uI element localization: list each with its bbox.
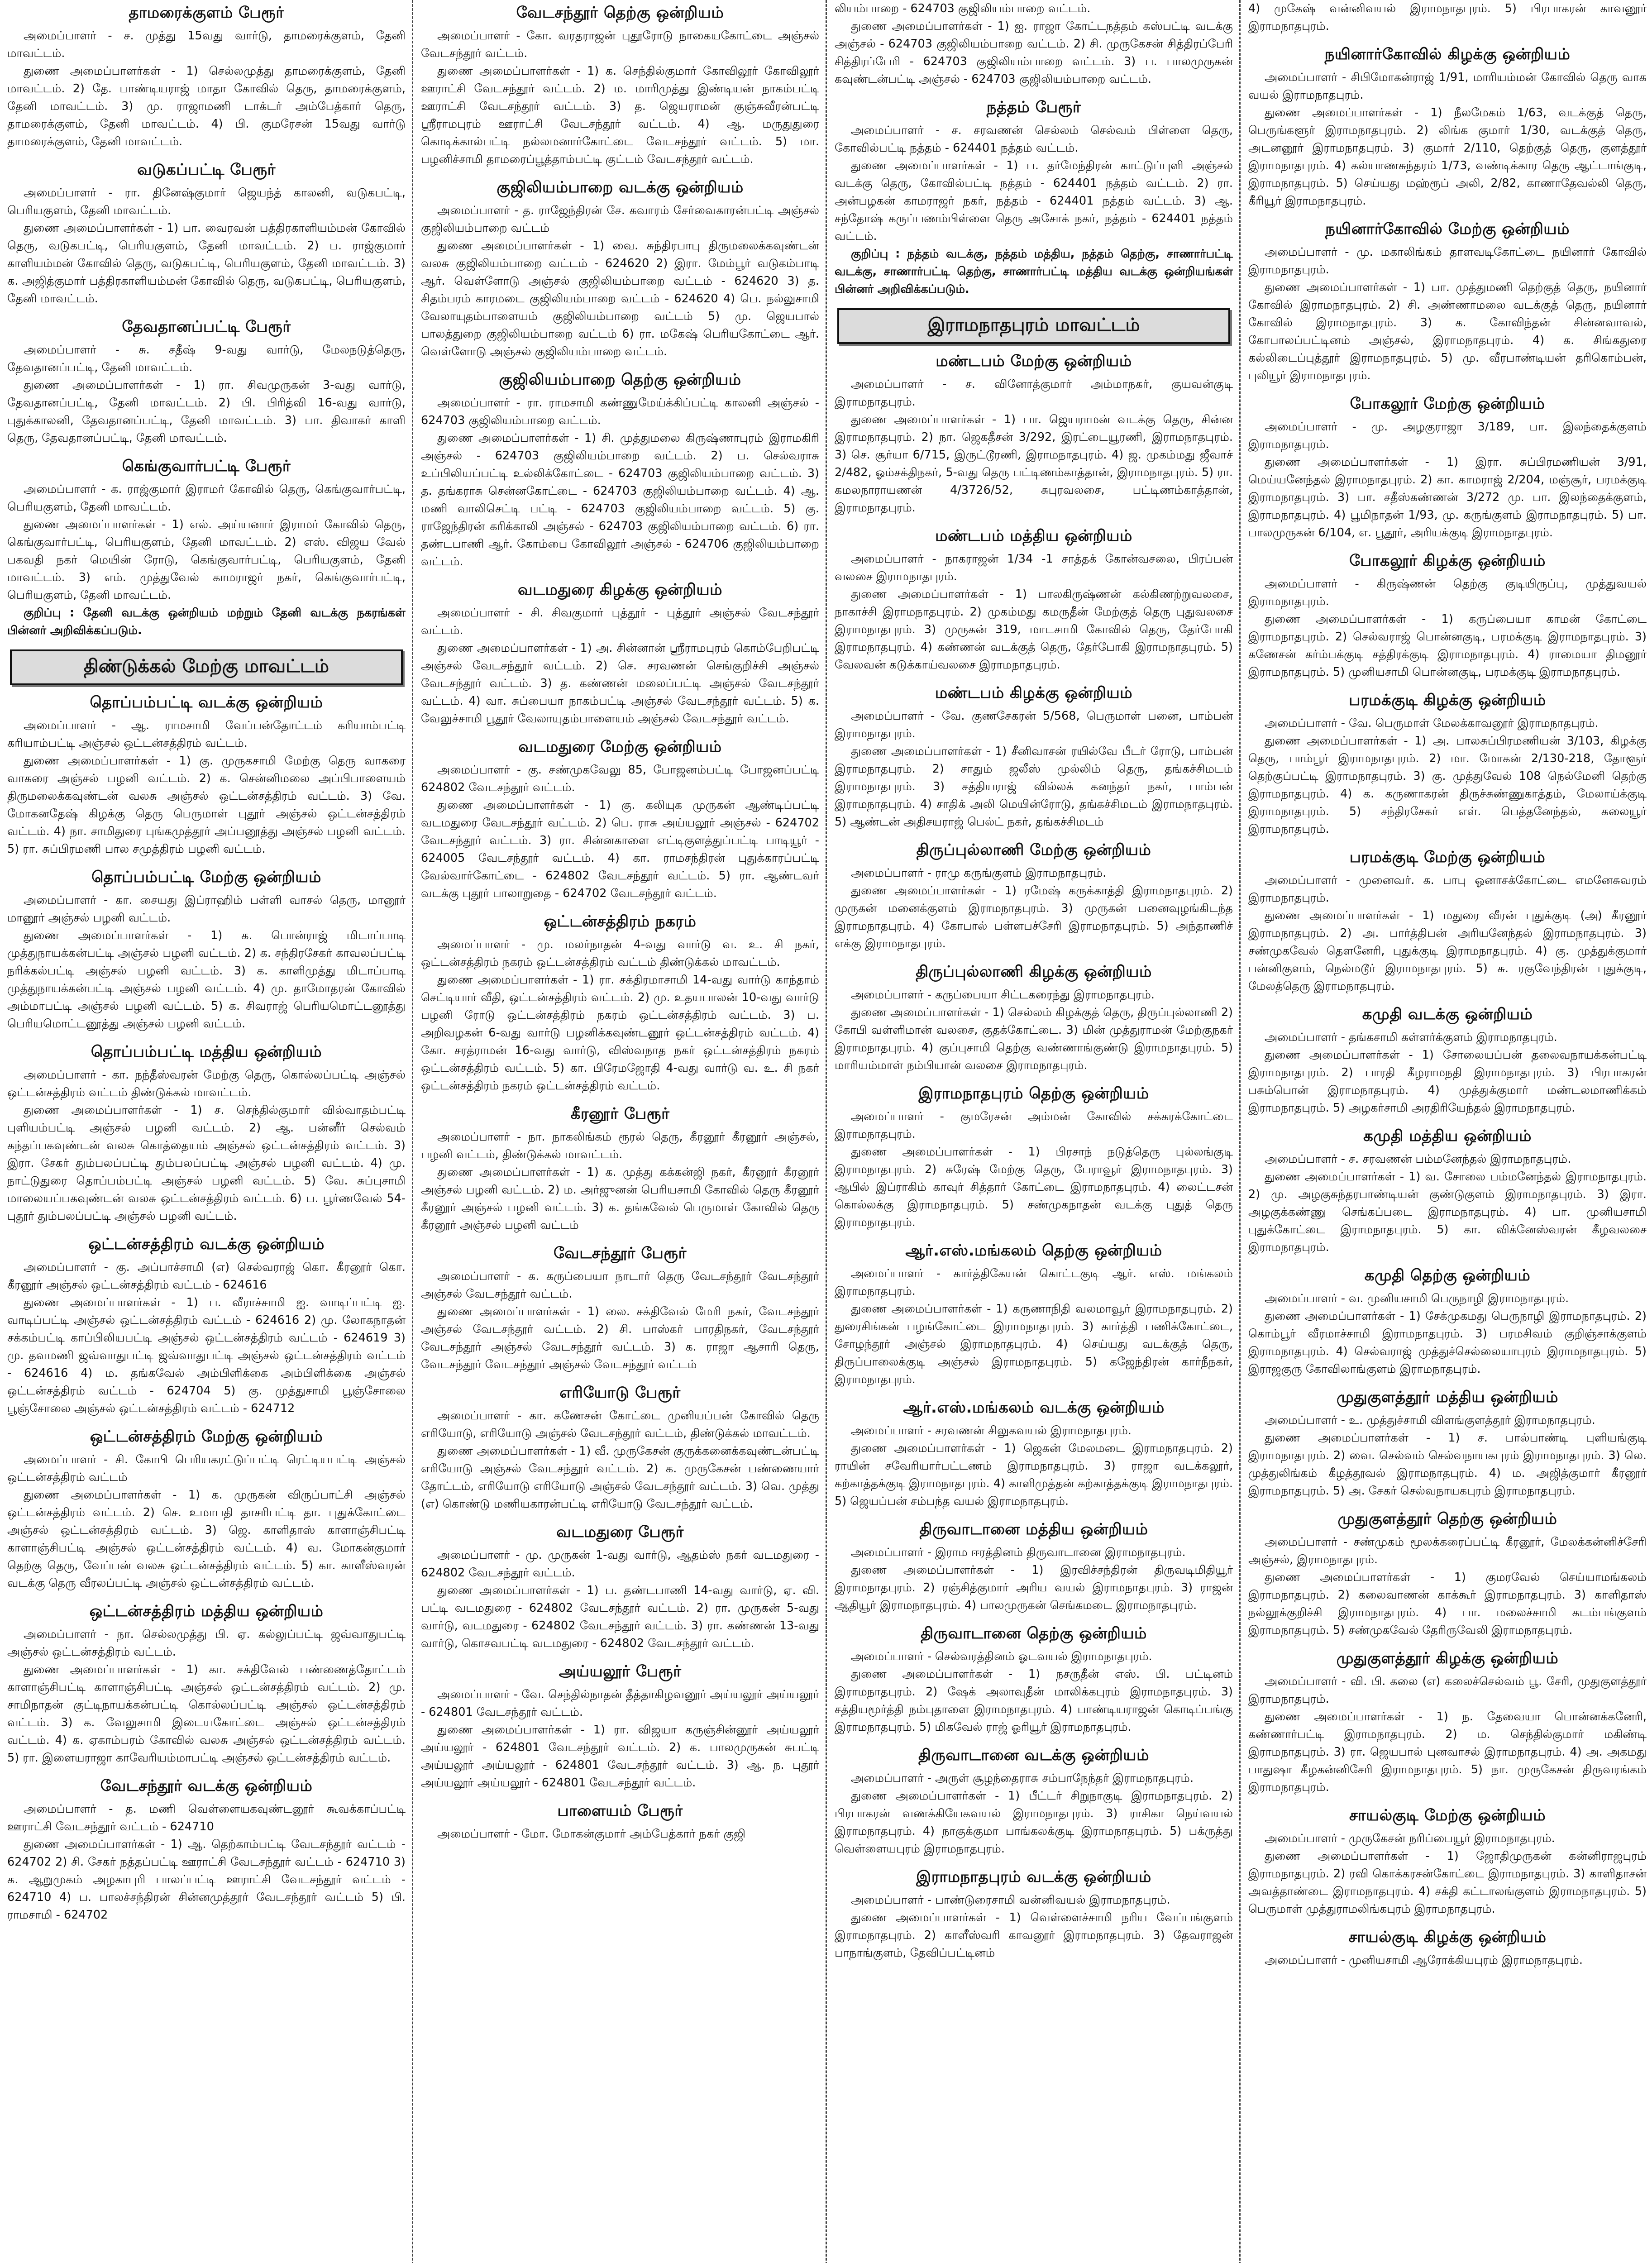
section-heading: சாயல்குடி கிழக்கு ஒன்றியம் bbox=[1348, 1928, 1547, 1946]
section-heading: கீரனூர் பேரூர் bbox=[570, 1105, 670, 1123]
deputy-organizers-text: துணை அமைப்பாளர்கள் - 1) ப. வீராச்சாமி ஐ. வாடிப்பட்டி ஐ. வாடிப்பட்டி அஞ்சல் ஒட்டன்சத்திரம் வட்டம் - 624616 2) மு. லோகநாதன் சக்கம்பட்டி காப்பிலியபட்டி அஞ்சல் ஒட்டன்சத்திரம் வட்டம் - 624619 3) மு. தவமணி ஜவ்வாதுபட்டி ஜவ்வாதுபட்டி அஞ்சல் ஒட்டன்சத்திரம் வட்டம் - 624616 4) ம. தங்கவேல் அம்பிளிக்கை அம்பிளிக்கை அஞ்சல் ஒட்டன்சத்திரம் வட்டம் - 624704 5) கு. முத்துசாமி பூஞ்சோலை பூஞ்சோலை அஞ்சல் ஒட்டன்சத்திரம் வட்டம் - 624712 bbox=[7, 1296, 406, 1415]
deputy-organizers-text: துணை அமைப்பாளர்கள் - 1) கருணாநிதி வலமாவூர் இராமநாதபுரம். 2) துரைசிங்கன் பழங்கோட்டை இராமநாதபுரம். 3) கார்த்தி பணிக்கோட்டை, சோழந்தூர் அஞ்சல் இராமநாதபுரம். 4) செய்யது வடக்குத் தெரு, திருப்பாலைக்குடி அஞ்சல் இராமநாதபுரம். 5) கஜேந்திரன் கார்நீநகர், இராமநாதபுரம். bbox=[835, 1302, 1233, 1386]
union-section bbox=[835, 684, 1233, 831]
note-text: குறிப்பு : தேனி வடக்கு ஒன்றியம் மற்றும் தேனி வடக்கு நகரங்கள் பின்னர் அறிவிக்கப்படும். bbox=[7, 606, 406, 637]
union-section bbox=[1248, 848, 1647, 995]
section-heading: வேடசந்தூர் வடக்கு ஒன்றியம் bbox=[100, 1777, 313, 1795]
section-heading: வடமதுரை பேரூர் bbox=[556, 1523, 684, 1541]
organizer-text: அமைப்பாளர் - கா. கணேசன் கோட்டை முனியப்பன் கோவில் தெரு எரியோடு, எரியோடு அஞ்சல் வேடசந்தூர் வட்டம், திண்டுக்கல் மாவட்டம். bbox=[421, 1409, 819, 1440]
organizer-text: அமைப்பாளர் - கா. சையது இப்ராஹிம் பள்ளி வாசல் தெரு, மானூர் மானூர் அஞ்சல் பழனி வட்டம். bbox=[7, 893, 406, 925]
deputy-organizers-text: துணை அமைப்பாளர்கள் - 1) வை. சுந்திரபாபு திருமலைக்கவுண்டன் வலசு குஜிலியம்பாறை வட்டம் - 624620 2) இரா. மேம்பூர் வடுகம்பாடி ஆர். வெள்ளோடு அஞ்சல் குஜிலியம்பாறை வட்டம் - 624620 3) த. சிதம்பரம் காரமடை குஜிலியம்பாறை வட்டம் - 624620 4) பெ. நல்லுசாமி வேலாயுதம்பாளையம் குஜிலியம்பாறை வட்டம் 5) மு. ஜெயபால் பாலத்துறை குஜிலியம்பாறை வட்டம் 6) ரா. மகேஷ் பெரியகோட்டை ஆர். வெள்ளோடு அஞ்சல் குஜிலியம்பாறை வட்டம். bbox=[421, 239, 819, 358]
deputy-organizers-text: துணை அமைப்பாளர்கள் - 1) செல்லமுத்து தாமரைக்குளம், தேனி மாவட்டம். 2) தே. பாண்டியராஜ் மாதா கோவில் தெரு, தாமரைக்குளம், தேனி மாவட்டம். 3) மு. ராஜாமணி டாக்டர் அம்பேத்கார் தெரு, தாமரைக்குளம், தேனி மாவட்டம். 4) பி. குமரேசன் 15வது வார்டு தாமரைக்குளம், தேனி மாவட்டம். bbox=[7, 64, 406, 148]
organizer-text: அமைப்பாளர் - குமரேசன் அம்மன் கோவில் சக்கரக்கோட்டை இராமநாதபுரம். bbox=[835, 1110, 1233, 1141]
column-divider bbox=[1239, 0, 1241, 2263]
deputy-organizers-text: துணை அமைப்பாளர்கள் - 1) க. முத்து கக்கன்ஜி நகர், கீரனூர் கீரனூர் அஞ்சல் பழனி வட்டம். 2) ம. அர்ஜுனன் பெரியசாமி கோவில் தெரு கீரனூர் கீரனூர் அஞ்சல் பழனி வட்டம். 3) க. தங்கவேல் பெருமாள் கோவில் தெரு கீரனூர் அஞ்சல் பழனி வட்டம் bbox=[421, 1165, 819, 1232]
section-heading: இராமநாதபுரம் வடக்கு ஒன்றியம் bbox=[916, 1868, 1151, 1886]
section-heading: வேடசந்தூர் பேரூர் bbox=[554, 1244, 687, 1262]
union-section bbox=[421, 1802, 819, 1843]
organizer-text: அமைப்பாளர் - சண்முகம் மூலக்கரைப்பட்டி கீரனூர், மேலக்கன்னிச்சேரி அஞ்சல், இராமநாதபுரம். bbox=[1248, 1535, 1647, 1566]
deputy-organizers-text: துணை அமைப்பாளர்கள் - 1) வெள்ளைச்சாமி நரிய வேப்பங்குளம் இராமநாதபுரம். 2) காளீஸ்வரி காவனூர் இராமநாதபுரம். 3) தேவராஜன் பாநாங்குளம், தேவிப்பட்டினம் bbox=[835, 1911, 1233, 1960]
organizer-text: அமைப்பாளர் - க. கருப்பையா நாடார் தெரு வேடசந்தூர் வேடசந்தூர் அஞ்சல் வேடசந்தூர் வட்டம். bbox=[421, 1270, 819, 1301]
deputy-organizers-text: துணை அமைப்பாளர்கள் - 1) பா. ஜெயராமன் வடக்கு தெரு, சின்ன இராமநாதபுரம். 2) நா. ஜெகதீசன் 3/292, இரட்டையூரணி, இராமநாதபுரம். 3) செ. சூர்யா 6/715, இருட்டூரணி, இராமநாதபுரம். 4) ஜ. முகம்மது ஜீவாச் 2/482, ஓம்சக்திநகர், 5-வது தெரு பட்டிணம்காத்தான், இராமநாதபுரம். 5) ரா. கமலநாராயணன் 4/3726/52, சுபுரவலசை, பட்டிணம்காத்தான், இராமநாதபுரம். bbox=[835, 413, 1233, 515]
deputy-organizers-text: துணை அமைப்பாளர்கள் - 1) கு. கலியுக முருகன் ஆண்டிப்பட்டி வடமதுரை வேடசந்தூர் வட்டம். 2) பெ. ராசு அய்யலூர் அஞ்சல் - 624702 வேடசந்தூர் வட்டம். 3) ரா. சின்னகாளை எட்டிகுளத்துப்பட்டி பாடியூர் - 624005 வேடசந்தூர் வட்டம். 4) கா. ராமசந்திரன் புதுக்காரப்பட்டி வேல்வார்கோட்டை - 624802 வேடசந்தூர் வட்டம். 5) ரா. ஆண்டவர் வடக்கு புதூர் பாலாறுதை - 624702 வேடசந்தூர் வட்டம். bbox=[421, 798, 819, 900]
section-heading: ஒட்டன்சத்திரம் வடக்கு ஒன்றியம் bbox=[88, 1235, 325, 1253]
deputy-organizers-text: துணை அமைப்பாளர்கள் - 1) ந. தேவையா பொன்னக்கனேரி, கண்ணார்பட்டி இராமநாதபுரம். 2) ம. செந்தில்குமார் மகிண்டி இராமநாதபுரம். 3) ரா. ஜெயபால் புனவாசல் இராமநாதபுரம். 4) அ. அகமது பாதுஷா கீழகன்னிசேரி இராமநாதபுரம். 5) நா. முருகேசன் திருவரங்கம் இராமநாதபுரம். bbox=[1248, 1710, 1647, 1794]
union-section bbox=[421, 912, 819, 1095]
section-heading: பரமக்குடி மேற்கு ஒன்றியம் bbox=[1349, 848, 1546, 866]
deputy-organizers-text: துணை அமைப்பாளர்கள் - 1) பீட்டர் சிறுநாகுடி இராமநாதபுரம். 2) பிரபாகரன் வணக்கியேகவயல் இராமநாதபுரம். 3) ராசிகா நெய்வயல் இராமநாதபுரம். 4) நாகுக்குமா பாங்கலக்குடி இராமநாதபுரம். 5) பக்ருத்து வெள்ளையபுரம் இராமநாதபுரம். bbox=[835, 1789, 1233, 1856]
organizer-text: அமைப்பாளர் - நா. செல்லமுத்து பி. ஏ. கல்லுப்பட்டி ஜவ்வாதுபட்டி அஞ்சல் ஒட்டன்சத்திரம் வட்டம். bbox=[7, 1628, 406, 1659]
section-heading: மண்டபம் கிழக்கு ஒன்றியம் bbox=[935, 684, 1133, 702]
union-section bbox=[835, 0, 1233, 88]
deputy-organizers-text: துணை அமைப்பாளர்கள் - 1) ஐ. ராஜா கோட்டநத்தம் கஸ்பட்டி வடக்கு அஞ்சல் - 624703 குஜிலியம்பாறை வட்டம். 2) சி. முருகேசன் சித்திரப்பேரி சித்திரப்பேரி - 624703 குஜிலியம்பாறை வட்டம். 3) ப. பாலமுருகன் கவுண்டன்பட்டி அஞ்சல் - 624703 குஜிலியம்பாறை வட்டம். bbox=[835, 19, 1233, 86]
organizer-text: அமைப்பாளர் - கு. அப்பாச்சாமி (எ) செல்வராஜ் கொ. கீரனூர் கொ. கீரனூர் அஞ்சல் ஒட்டன்சத்திரம் வட்டம் - 624616 bbox=[7, 1260, 406, 1292]
deputy-organizers-text: துணை அமைப்பாளர்கள் - 1) அ. பாலசுப்பிரமணியன் 3/103, கிழக்கு தெரு, பாம்பூர் இராமநாதபுரம். 2) மா. மோகன் 2/130-218, தோளூர் தெற்குப்பட்டி இராமநாதபுரம். 3) கு. முத்துவேல் 108 நெல்மேனி தெற்கு இராமநாதபுரம். 4) க. கருணாகரன் திருச்சுண்ணுகாத்தம், மேலாய்க்குடி இராமநாதபுரம். 5) சந்திரசேகர் எள். பெத்தனேந்தல், கலையூர் இராமநாதபுரம். bbox=[1248, 734, 1647, 836]
organizer-text: அமைப்பாளர் - முனைவர். க. பாபு ஓனாசக்கோட்டை எமனேசுவரம் இராமநாதபுரம். bbox=[1248, 874, 1647, 905]
deputy-organizers-text: துணை அமைப்பாளர்கள் - 1) க. பொன்ராஜ் மிடாப்பாடி முத்துநாயக்கன்பட்டி அஞ்சல் பழனி வட்டம். 2) க. சந்திரசேகர் காவலப்பட்டி நரிக்கல்பட்டி அஞ்சல் பழனி வட்டம். 3) க. காளிமுத்து மிடாப்பாடி முத்துநாயக்கன்பட்டி அஞ்சல் பழனி வட்டம். 4) மு. தாமோதரன் கோவில் அம்மாபட்டி அஞ்சல் பழனி வட்டம். 5) க. சிவராஜ் பெரியமொட்டனூத்து பெரியமொட்டனூத்து அஞ்சல் பழனி வட்டம். bbox=[7, 929, 406, 1031]
union-section bbox=[1248, 1806, 1647, 1918]
organizer-text: அமைப்பாளர் - செல்வரத்தினம் ஓடவயல் இராமநாதபுரம். bbox=[851, 1650, 1152, 1663]
union-section bbox=[835, 98, 1233, 298]
organizer-text: அமைப்பாளர் - நாகராஜன் 1/34 -1 சாத்தக் கோன்வசலை, பிரப்பன் வலசை இராமநாதபுரம். bbox=[835, 552, 1233, 583]
union-section bbox=[7, 161, 406, 308]
column-4 bbox=[1248, 0, 1647, 2263]
organizer-text: அமைப்பாளர் - கா. நந்தீஸ்வரன் மேற்கு தெரு, கொல்லப்பட்டி அஞ்சல் ஒட்டன்சத்திரம் வட்டம் திண்டுக்கல் மாவட்டம். bbox=[7, 1068, 406, 1099]
deputy-organizers-text: துணை அமைப்பாளர்கள் - 1) பிரசாந் நடுத்தெரு புல்லங்குடி இராமநாதபுரம். 2) சுரேஷ் மேற்கு தெரு, பேராவூர் இராமநாதபுரம். 3) ஆபில் இப்ராகிம் காவுர் சித்தார் கோட்டை இராமநாதபுரம். 4) லைட்டசன் கொல்லக்கு இராமநாதபுரம். 5) சண்முகநாதன் வடக்கு புதுத் தெரு இராமநாதபுரம். bbox=[835, 1145, 1233, 1229]
union-section bbox=[835, 1084, 1233, 1232]
union-section bbox=[421, 1662, 819, 1792]
union-section bbox=[1248, 691, 1647, 838]
section-heading: முதுகுளத்தூர் கிழக்கு ஒன்றியம் bbox=[1336, 1649, 1559, 1667]
section-heading: திருப்புல்லாணி மேற்கு ஒன்றியம் bbox=[916, 841, 1151, 859]
organizer-text: அமைப்பாளர் - ஆ. ராமசாமி வேப்பன்தோட்டம் கரியாம்பட்டி கரியாம்பட்டி அஞ்சல் ஒட்டன்சத்திரம் வட்டம். bbox=[7, 719, 406, 750]
union-section bbox=[421, 581, 819, 728]
organizer-text: அமைப்பாளர் - கருப்பையா சிட்டகரைந்து இராமநாதபுரம். bbox=[851, 988, 1155, 1002]
deputy-organizers-text: துணை அமைப்பாளர்கள் - 1) சேக்முகமது பெருநாழி இராமநாதபுரம். 2) கொம்பூர் வீரமாச்சாமி இராமநாதபுரம். 3) பரமசிவம் குறிஞ்சாக்குளம் இராமநாதபுரம். 4) செல்வராஜ் முத்துச்செல்லையாபுரம் இராமநாதபுரம். 5) இராஜகுரு கோவிலாங்குளம் இராமநாதபுரம். bbox=[1248, 1309, 1647, 1376]
union-section bbox=[835, 1520, 1233, 1614]
section-heading: பரமக்குடி கிழக்கு ஒன்றியம் bbox=[1349, 691, 1546, 709]
union-section bbox=[421, 1244, 819, 1374]
union-section bbox=[421, 4, 819, 168]
organizer-text: அமைப்பாளர் - க. ராஜ்குமார் இராமர் கோவில் தெரு, கெங்குவார்பட்டி, பெரியகுளம், தேனி மாவட்டம். bbox=[7, 482, 406, 514]
section-heading: ஒட்டன்சத்திரம் மத்திய ஒன்றியம் bbox=[89, 1602, 324, 1620]
organizer-text: அமைப்பாளர் - மு. மகாலிங்கம் தாளவடிகோட்டை நயினார் கோவில் இராமநாதபுரம். bbox=[1248, 245, 1647, 277]
section-heading: முதுகுளத்தூர் தெற்கு ஒன்றியம் bbox=[1337, 1510, 1557, 1528]
deputy-organizers-text: துணை அமைப்பாளர்கள் - 1) ப. தண்டபாணி 14-வது வார்டு, ஏ. வி. பட்டி வடமதுரை - 624802 வேடசந்தூர் வட்டம். 2) ரா. முருகன் 5-வது வார்டு, வடமதுரை - 624802 வேடசந்தூர் வட்டம். 3) ரா. கண்ணன் 13-வது வார்டு, கொசவபட்டி வடமதுரை - 624802 வேடசந்தூர் வட்டம். bbox=[421, 1584, 819, 1650]
union-section bbox=[835, 352, 1233, 517]
union-section bbox=[421, 178, 819, 361]
organizer-text: அமைப்பாளர் - கோ. வரதராஜன் புதூரோடு நாகையகோட்டை அஞ்சல் வேடசந்தூர் வட்டம். bbox=[421, 29, 819, 60]
deputy-organizers-text: துணை அமைப்பாளர்கள் - 1) க. முருகன் விருப்பாட்சி அஞ்சல் ஒட்டன்சத்திரம் வட்டம். 2) செ. உமாபதி தாசரிபட்டி தா. புதுக்கோட்டை அஞ்சல் ஒட்டன்சத்திரம் வட்டம். 3) ஜெ. காளிதாஸ் காளாஞ்சிபட்டி காளாஞ்சிபட்டி அஞ்சல் ஒட்டன்சத்திரம் வட்டம். 4) வ. மோகன்குமார் தெற்கு தெரு, வேப்பன் வலசு ஒட்டன்சத்திரம் வட்டம். 5) கா. காளீஸ்வரன் வடக்கு தெரு வீரலப்பட்டி அஞ்சல் ஒட்டன்சத்திரம் வட்டம். bbox=[7, 1488, 406, 1590]
section-heading: சாயல்குடி மேற்கு ஒன்றியம் bbox=[1349, 1806, 1546, 1824]
union-section bbox=[421, 1523, 819, 1652]
union-section bbox=[1248, 45, 1647, 210]
section-heading: ஒட்டன்சத்திரம் நகரம் bbox=[544, 912, 697, 931]
section-heading: திருவாடானை தெற்கு ஒன்றியம் bbox=[921, 1624, 1147, 1642]
union-section bbox=[7, 318, 406, 447]
deputy-organizers-text: துணை அமைப்பாளர்கள் - 1) ரா. சிவமுருகன் 3-வது வார்டு, தேவதானப்பட்டி, தேனி மாவட்டம். 2) பி. பிரித்வி 16-வது வார்டு, புதுக்காலனி, தேவதானப்பட்டி, தேனி மாவட்டம். 3) பா. திவாகர் காளி தெரு, தேவதானப்பட்டி, தேனி மாவட்டம். bbox=[7, 378, 406, 445]
union-section bbox=[835, 1868, 1233, 1962]
organizer-text: அமைப்பாளர் - நா. நாகலிங்கம் ரூரல் தெரு, கீரனூர் கீரனூர் அஞ்சல், பழனி வட்டம், திண்டுக்கல் மாவட்டம். bbox=[421, 1130, 819, 1161]
union-section bbox=[1248, 1127, 1647, 1256]
organizer-text: அமைப்பாளர் - அருள் சூழந்தைராசு சம்பாநேந்தர் இராமநாதபுரம். bbox=[851, 1771, 1194, 1785]
union-section bbox=[835, 1241, 1233, 1389]
deputy-organizers-text: துணை அமைப்பாளர்கள் - 1) சோலையப்பன் தலைவநாயக்கன்பட்டி இராமநாதபுரம். 2) பாரதி கீழராமநதி இராமநாதபுரம். 3) பிரபாகரன் பசும்பொன் இராமநாதபுரம். 4) முத்துக்குமார் மண்டலமாணிக்கம் இராமநாதபுரம். 5) அழகர்சாமி அரதிரியேந்தல் இராமநாதபுரம். bbox=[1248, 1048, 1647, 1115]
organizer-text: அமைப்பாளர் - வி. பி. கலை (எ) கலைச்செல்வம் பூ. சேரி, முதுகுளத்தூர் இராமநாதபுரம். bbox=[1248, 1675, 1647, 1706]
deputy-organizers-text: துணை அமைப்பாளர்கள் - 1) பா. முத்துமணி தெற்குத் தெரு, நயினார் கோவில் இராமநாதபுரம். 2) சி. அண்ணாமலை வடக்குத் தெரு, நயினார் கோவில் இராமநாதபுரம். 3) க. கோவிந்தன் சின்னவாவல், கோபாலப்பட்டினம் அஞ்சல், இராமநாதபுரம். 4) க. சிங்கதுரை கல்லிடைப்புத்தூர் இராமநாதபுரம். 5) மு. வீரபாண்டியன் தரிகொம்பன், புலியூர் இராமநாதபுரம். bbox=[1248, 281, 1647, 382]
union-section bbox=[1248, 1649, 1647, 1796]
organizer-text: அமைப்பாளர் - மோ. மோகன்குமார் அம்பேத்கார் நகர் குஜி bbox=[437, 1827, 746, 1841]
section-heading: திருப்புல்லாணி கிழக்கு ஒன்றியம் bbox=[916, 963, 1152, 981]
union-section bbox=[7, 1602, 406, 1767]
deputy-organizers-text: துணை அமைப்பாளர்கள் - 1) ஜெகன் மேலமடை இராமநாதபுரம். 2) ராயின் சவேரியார்பட்டணம் இராமநாதபுரம். 3) ராஜா வடக்கலூர், கற்காத்தக்குடி இராமநாதபுரம். 4) காளிமுத்தன் கற்காத்தக்குடி இராமநாதபுரம். 5) ஜெயப்பன் சம்பந்த வயல் இராமநாதபுரம். bbox=[835, 1442, 1233, 1508]
union-section bbox=[1248, 1266, 1647, 1378]
note-text: குறிப்பு : நத்தம் வடக்கு, நத்தம் மத்திய, நத்தம் தெற்கு, சாணார்பட்டி வடக்கு, சாணார்பட்டி தெற்கு, சாணார்பட்டி மத்திய வடக்கு ஒன்றியங்கள் பின்னர் அறிவிக்கப்படும். bbox=[835, 247, 1233, 296]
deputy-organizers-text: துணை அமைப்பாளர்கள் - 1) கா. சக்திவேல் பண்ணைத்தோட்டம் காளாஞ்சிபட்டி காளாஞ்சிபட்டி அஞ்சல் ஒட்டன்சத்திரம் வட்டம். 2) மு. சாமிநாதன் குட்டிநாயக்கன்பட்டி கொல்லப்பட்டி அஞ்சல் ஒட்டன்சத்திரம் வட்டம். 3) க. வேலுசாமி இடையகோட்டை அஞ்சல் ஒட்டன்சத்திரம் வட்டம். 4) க. ஏகாம்பரம் கோவில் வலசு அஞ்சல் ஒட்டன்சத்திரம் வட்டம். 5) ரா. இளையராஜா காவேரியம்மாபட்டி அஞ்சல் ஒட்டன்சத்திரம் வட்டம். bbox=[7, 1663, 406, 1765]
union-section bbox=[835, 841, 1233, 953]
section-heading: ஆர்.எஸ்.மங்கலம் வடக்கு ஒன்றியம் bbox=[903, 1399, 1165, 1417]
column-1 bbox=[7, 0, 406, 2263]
section-heading: எரியோடு பேரூர் bbox=[559, 1384, 681, 1402]
deputy-organizers-text: துணை அமைப்பாளர்கள் - 1) எல். அய்யனார் இராமர் கோவில் தெரு, கெங்குவார்பட்டி, பெரியகுளம், தேனி மாவட்டம். 2) எஸ். விஜய வேல் பகவதி நகர் மெயின் ரோடு, கெங்குவார்பட்டி, பெரியகுளம், தேனி மாவட்டம். 3) எம். முத்துவேல் காமராஜர் நகர், கெங்குவார்பட்டி, பெரியகுளம், தேனி மாவட்டம். bbox=[7, 518, 406, 602]
union-section bbox=[835, 1399, 1233, 1510]
deputy-organizers-text: துணை அமைப்பாளர்கள் - 1) பாலகிருஷ்ணன் கல்கிணற்றுவலசை, நாகாச்சி இராமநாதபுரம். 2) முகம்மது கமருதீன் மேற்குத் தெரு புதுவலசை இராமநாதபுரம். 3) முருகன் 319, மாடசாமி கோவில் தெரு, தேர்போகி இராமநாதபுரம். 4) கண்ணன் வடக்குத் தெரு, தேர்போகி இராமநாதபுரம். 5) வேலவன் கடுக்காய்வலசை இராமநாதபுரம். bbox=[835, 587, 1233, 672]
deputy-organizers-text: துணை அமைப்பாளர்கள் - 1) வீ. முருகேசன் குருக்கனைக்கவுண்டன்பட்டி எரியோடு அஞ்சல் வேடசந்தூர் வட்டம். 2) க. முருகேசன் பண்ணையார் தோட்டம், எரியோடு எரியோடு அஞ்சல் வேடசந்தூர் வட்டம். 3) வெ. முத்து (எ) கொண்டு மணியகாரன்பட்டி எரியோடு வேடசந்தூர் வட்டம். bbox=[421, 1444, 819, 1511]
deputy-organizers-text: துணை அமைப்பாளர்கள் - 1) நசருதீன் எஸ். பி. பட்டினம் இராமநாதபுரம். 2) ஷேக் அலாவுதீன் மாலிக்கபுரம் இராமநாதபுரம். 3) சத்தியமூர்த்தி நம்புதாளை இராமநாதபுரம். 4) பாண்டியராஜன் கொடிப்பங்கு இராமநாதபுரம். 5) மிகவேல் ராஜ் ஓரியூர் இராமநாதபுரம். bbox=[835, 1667, 1233, 1734]
organizer-text: அமைப்பாளர் - மு. முருகன் 1-வது வார்டு, ஆதம்ஸ் நகர் வடமதுரை - 624802 வேடசந்தூர் வட்டம். bbox=[421, 1548, 819, 1580]
deputy-organizers-text: துணை அமைப்பாளர்கள் - 1) ரா. விஜயா கருஞ்சின்னூர் அய்யலூர் அய்யலூர் - 624801 வேடசந்தூர் வட்டம். 2) க. பாலமுருகன் சுபட்டி அய்யலூர் அய்யலூர் - 624801 வேடசந்தூர் வட்டம். 3) ஆ. ந. புதூர் அய்யலூர் அய்யலூர் - 624801 வேடசந்தூர் வட்டம். bbox=[421, 1723, 819, 1790]
section-heading: மண்டபம் மத்திய ஒன்றியம் bbox=[935, 527, 1132, 545]
deputy-organizers-text: துணை அமைப்பாளர்கள் - 1) கருப்பையா காமன் கோட்டை இராமநாதபுரம். 2) செல்வராஜ் பொன்னகுடி, பரமக்குடி இராமநாதபுரம். 3) கணேசன் கர்ம்பக்குடி சத்திரக்குடி இராமநாதபுரம். 4) ராமையா திமனூர் இராமநாதபுரம். 5) முனியசாமி பொன்னகுடி, பரமக்குடி இராமநாதபுரம். bbox=[1248, 612, 1647, 679]
section-heading: வேடசந்தூர் தெற்கு ஒன்றியம் bbox=[516, 4, 724, 22]
section-heading: வடமதுரை மேற்கு ஒன்றியம் bbox=[518, 738, 722, 756]
section-heading: திருவாடானை மத்திய ஒன்றியம் bbox=[919, 1520, 1148, 1538]
section-heading: வடுகப்பட்டி பேரூர் bbox=[137, 161, 276, 179]
deputy-organizers-text: துணை அமைப்பாளர்கள் - 1) ச. செந்தில்குமார் வில்வாதம்பட்டி புளியம்பட்டி அஞ்சல் பழனி வட்டம். 2) ஆ. பன்னீர் செல்வம் கந்தப்பகவுண்டன் வலசு கொத்தையம் அஞ்சல் ஒட்டன்சத்திரம் வட்டம். 3) இரா. சேகர் தும்பலப்பட்டி தும்பலப்பட்டி அஞ்சல் பழனி வட்டம். 4) மு. நாட்டுதுரை தொப்பம்பட்டி அஞ்சல் பழனி வட்டம். 5) வே. சுப்புசாமி மாலையப்பகவுண்டன் வலசு ஒட்டன்சத்திரம் வட்டம். 6) ப. பூர்ணவேல் 54-புதூர் தும்பலப்பட்டி அஞ்சல் பழனி வட்டம். bbox=[7, 1103, 406, 1223]
organizer-text: அமைப்பாளர் - கிருஷ்ணன் தெற்கு குடியிருப்பு, முத்துவயல் இராமநாதபுரம். bbox=[1248, 577, 1647, 608]
deputy-organizers-text: துணை அமைப்பாளர்கள் - 1) சீனிவாசன் ரயில்வே பீடர் ரோடு, பாம்பன் இராமநாதபுரம். 2) சாதும் ஜலீஸ் முல்லிம் தெரு, தங்கச்சிமடம் இராமநாதபுரம். 3) சத்தியராஜ் வில்லக் கனந்தர் நகர், பாம்பன் இராமநாதபுரம். 4) சாதிக் அலி மெயின்ரோடு, தங்கச்சிமடம் இராமநாதபுரம். 5) ஆண்டன் அதிசயராஜ் பெல்ட் நகர், தங்கச்சிமடம் bbox=[835, 745, 1233, 829]
deputy-organizers-text: துணை அமைப்பாளர்கள் - 1) ஜோதிமுருகன் கன்னிராஜபுரம் இராமநாதபுரம். 2) ரவி கொக்கரசன்கோட்டை இராமநாதபுரம். 3) காளிதாசன் அவத்தாண்டை இராமநாதபுரம். 4) சக்தி கட்டாலங்குளம் இராமநாதபுரம். 5) பெருமாள் முத்துராமலிங்கபுரம் இராமநாதபுரம். bbox=[1248, 1849, 1647, 1916]
deputy-organizers-text: துணை அமைப்பாளர்கள் - 1) இரா. சுப்பிரமணியன் 3/91, மெய்யனேந்தல் இராமநாதபுரம். 2) கா. காமராஜ் 2/204, மஞ்சூர், பரமக்குடி இராமநாதபுரம். 3) பா. சதீஸ்கண்ணன் 3/272 மு. பா. இலந்தைக்குளம், இராமநாதபுரம். 4) பூமிநாதன் 1/93, மு. கருங்குளம் இராமநாதபுரம். 5) பா. பாலமுருகன் 6/104, எ. பூதூர், அரியக்குடி இராமநாதபுரம். bbox=[1248, 455, 1647, 539]
organizer-text: அமைப்பாளர் - ச. சரவணன் செல்லம் செல்வம் பிள்ளை தெரு, கோவில்பட்டி நத்தம் - 624401 நத்தம் வட்டம். bbox=[835, 124, 1233, 155]
deputy-organizers-text: துணை அமைப்பாளர்கள் - 1) மதுரை வீரன் புதுக்குடி (அ) கீரனூர் இராமநாதபுரம். 2) அ. பார்த்திபன் அரியனேந்தல் இராமநாதபுரம். 3) சண்முகவேல் தெளனேரி, புதுக்குடி இராமநாதபுரம். 4) கு. முத்துக்குமார் பன்னிகுளம், நெல்மடூர் இராமநாதபுரம். 5) சு. ரகுவேந்திரன் புதுக்குடி, மேலத்தெரு இராமநாதபுரம். bbox=[1248, 909, 1647, 993]
continued-text: லியம்பாறை - 624703 குஜிலியம்பாறை வட்டம். bbox=[835, 2, 1091, 15]
deputy-organizers-text: துணை அமைப்பாளர்கள் - 1) ப. தர்மேந்திரன் காட்டுப்புளி அஞ்சல் வடக்கு தெரு, கோவில்பட்டி நத்தம் - 624401 நத்தம் வட்டம். 2) ரா. அன்பழகன் காமராஜர் நகர், நத்தம் - 624401 நத்தம் வட்டம். 3) ஆ. சந்தோஷ் கருப்பணம்பிள்ளை தெரு அசோக் நகர், நத்தம் - 624401 நத்தம் வட்டம். bbox=[835, 159, 1233, 243]
union-section bbox=[1248, 552, 1647, 681]
deputy-organizers-text: துணை அமைப்பாளர்கள் - 1) குமரவேல் செய்யாமங்கலம் இராமநாதபுரம். 2) கலைவாணன் காக்கூர் இராமநாதபுரம். 3) காளிதாஸ் நல்லூக்குறிச்சி இராமநாதபுரம். 4) பா. மலைச்சாமி கடம்பங்குளம் இராமநாதபுரம். 5) சண்முகவேல் தேரிருவேலி இராமநாதபுரம். bbox=[1248, 1571, 1647, 1637]
section-heading: தேவதானப்பட்டி பேரூர் bbox=[122, 318, 291, 336]
deputy-organizers-text: துணை அமைப்பாளர்கள் - 1) வ. சோலை பம்மனேந்தல் இராமநாதபுரம். 2) மு. அழகுசுந்தரபாண்டியன் குண்டுகுளம் இராமநாதபுரம். 3) இரா. அழகுக்கண்ணு செங்கப்படை இராமநாதபுரம். 4) பா. முனியசாமி புதுக்கோட்டை இராமநாதபுரம். 5) கா. விக்னேஸ்வரன் கீழவலசை இராமநாதபுரம். bbox=[1248, 1170, 1647, 1254]
union-section bbox=[1248, 1928, 1647, 1969]
continued-text: 4) முகேஷ் வன்னிவயல் இராமநாதபுரம். 5) பிரபாகரன் காவனூர் இராமநாதபுரம். bbox=[1248, 2, 1647, 33]
organizer-text: அமைப்பாளர் - ரா. ராமசாமி கண்ணுமேய்க்கிப்பட்டி காலனி அஞ்சல் - 624703 குஜிலியம்பாறை வட்டம். bbox=[421, 396, 819, 427]
organizer-text: அமைப்பாளர் - வே. குணசேகரன் 5/568, பெருமாள் பனை, பாம்பன் இராமநாதபுரம். bbox=[835, 709, 1233, 740]
section-heading: ஆர்.எஸ்.மங்கலம் தெற்கு ஒன்றியம் bbox=[905, 1241, 1162, 1260]
section-heading: வடமதுரை கிழக்கு ஒன்றியம் bbox=[517, 581, 723, 599]
section-heading: அய்யலூர் பேரூர் bbox=[559, 1662, 682, 1681]
organizer-text: அமைப்பாளர் - மு. அழகுராஜா 3/189, பா. இலந்தைக்குளம் இராமநாதபுரம். bbox=[1248, 420, 1647, 451]
union-section bbox=[421, 1105, 819, 1234]
section-heading: போகலூர் கிழக்கு ஒன்றியம் bbox=[1349, 552, 1546, 570]
organizer-text: அமைப்பாளர் - மு. மலர்நாதன் 4-வது வார்டு வ. உ. சி நகர், ஒட்டன்சத்திரம் நகரம் ஒட்டன்சத்திரம் வட்டம் திண்டுக்கல் மாவட்டம். bbox=[421, 938, 819, 969]
deputy-organizers-text: துணை அமைப்பாளர்கள் - 1) கு. முருகசாமி மேற்கு தெரு வாகரை வாகரை அஞ்சல் பழனி வட்டம். 2) க. சென்னிமலை அப்பிபாளையம் திருமலைக்கவுண்டன் வலசு அஞ்சல் ஒட்டன்சத்திரம் வட்டம். 3) வே. மோகனதேஷ் கிழக்கு தெரு பெருமாள் புதூர் அஞ்சல் ஒட்டன்சத்திரம் வட்டம். 4) நா. சாமிதுரை புங்கமுத்தூர் அப்பனூத்து அஞ்சல் பழனி வட்டம். 5) ரா. சுப்பிரமணி பால சமுத்திரம் பழனி வட்டம். bbox=[7, 754, 406, 856]
organizer-text: அமைப்பாளர் - பாண்டுரைசாமி வன்னிவயல் இராமநாதபுரம். bbox=[851, 1893, 1170, 1907]
union-section bbox=[1248, 395, 1647, 542]
organizer-text: அமைப்பாளர் - உ. முத்துச்சாமி விளங்குளத்தூர் இராமநாதபுரம். bbox=[1265, 1413, 1595, 1427]
deputy-organizers-text: துணை அமைப்பாளர்கள் - 1) ரமேஷ் கருக்காத்தி இராமநாதபுரம். 2) முருகன் மனைக்குளம் இராமநாதபுரம். 3) முருகன் பனைவுழங்கிடந்த இராமநாதபுரம். 4) கோபால் பள்ளபச்சேரி இராமநாதபுரம். 5) அந்தாணிச் எக்கு இராமநாதபுரம். bbox=[835, 884, 1233, 950]
section-heading: குஜிலியம்பாறை வடக்கு ஒன்றியம் bbox=[497, 178, 744, 196]
district-banner: இராமநாதபுரம் மாவட்டம் bbox=[837, 308, 1230, 344]
organizer-text: அமைப்பாளர் - சி. சிவகுமார் புத்தூர் - புத்தூர் அஞ்சல் வேடசந்தூர் வட்டம். bbox=[421, 606, 819, 637]
organizer-text: அமைப்பாளர் - ச. முத்து 15வது வார்டு, தாமரைக்குளம், தேனி மாவட்டம். bbox=[7, 29, 406, 60]
organizer-text: அமைப்பாளர் - த. மணி வெள்ளையகவுண்டனூர் கூவக்காப்பட்டி ஊராட்சி வேடசந்தூர் வட்டம் - 624710 bbox=[7, 1802, 406, 1833]
section-heading: திருவாடானை வடக்கு ஒன்றியம் bbox=[918, 1746, 1149, 1764]
organizer-text: அமைப்பாளர் - வே. செந்தில்நாதன் தீத்தாகிழவனூர் அய்யலூர் அய்யலூர் - 624801 வேடசந்தூர் வட்டம். bbox=[421, 1688, 819, 1719]
column-2 bbox=[421, 0, 819, 2263]
column-3 bbox=[835, 0, 1233, 2263]
section-heading: குஜிலியம்பாறை தெற்கு ஒன்றியம் bbox=[499, 371, 741, 389]
organizer-text: அமைப்பாளர் - ராமு கருங்குளம் இராமநாதபுரம். bbox=[851, 866, 1107, 880]
district-banner: திண்டுக்கல் மேற்கு மாவட்டம் bbox=[10, 649, 403, 685]
union-section bbox=[7, 868, 406, 1033]
union-section bbox=[7, 693, 406, 858]
organizer-text: அமைப்பாளர் - சிபிமோகன்ராஜ் 1/91, மாரியம்மன் கோவில் தெரு வாக வயல் இராமநாதபுரம். bbox=[1248, 71, 1647, 102]
organizer-text: அமைப்பாளர் - கார்த்திகேயன் கொட்டகுடி ஆர். எஸ். மங்கலம் இராமநாதபுரம். bbox=[835, 1267, 1233, 1298]
section-heading: கமுதி தெற்கு ஒன்றியம் bbox=[1364, 1266, 1531, 1284]
deputy-organizers-text: துணை அமைப்பாளர்கள் - 1) ஆ. தெற்காம்பட்டி வேடசந்தூர் வட்டம் - 624702 2) சி. சேகர் நத்தப்பட்டி ஊராட்சி வேடசந்தூர் வட்டம் - 624710 3) க. ஆறுமுகம் அழகாபுரி பாலப்பட்டி ஊராட்சி வேடசந்தூர் வட்டம் - 624710 4) ப. பாலச்சந்திரன் சின்னமுத்தூர் வேடசந்தூர் வட்டம் 5) பி. ராமசாமி - 624702 bbox=[7, 1838, 406, 1922]
union-section bbox=[7, 457, 406, 640]
union-section bbox=[835, 527, 1233, 674]
section-heading: முதுகுளத்தூர் மத்திய ஒன்றியம் bbox=[1336, 1388, 1559, 1406]
union-section bbox=[7, 1428, 406, 1592]
deputy-organizers-text: துணை அமைப்பாளர்கள் - 1) பா. வைரவன் பத்திரகாளியம்மன் கோவில் தெரு, வடுகபட்டி, பெரியகுளம், தேனி மாவட்டம். 2) ப. ராஜ்குமார் காளியம்மன் கோவில் தெரு, வடுகபட்டி, பெரியகுளம், தேனி மாவட்டம். 3) க. அஜித்குமார் பத்திரகாளியம்மன் கோவில் தெரு, வடுகபட்டி, பெரியகுளம், தேனி மாவட்டம். bbox=[7, 221, 406, 306]
deputy-organizers-text: துணை அமைப்பாளர்கள் - 1) ரா. சக்திரமாசாமி 14-வது வார்டு காந்தாம் செட்டியார் வீதி, ஒட்டன்சத்திரம் வட்டம். 2) மு. உதயபாலன் 10-வது வார்டு பழனி ரோடு ஒட்டன்சத்திரம் நகரம் ஒட்டன்சத்திரம் வட்டம். 3) ப. அறிவழகன் 6-வது வார்டு பழனிக்கவுண்டனூர் ஒட்டன்சத்திரம் வட்டம். 4) கோ. சரத்ராமன் 16-வது வார்டு, விஸ்வநாத நகர் ஒட்டன்சத்திரம் நகரம் ஒட்டன்சத்திரம் வட்டம். 5) கா. பிரேமஜோதி 4-வது வார்டு வ. உ. சி நகர் ஒட்டன்சத்திரம் நகரம் ஒட்டன்சத்திரம் வட்டம். bbox=[421, 973, 819, 1093]
section-heading: தொப்பம்பட்டி மத்திய ஒன்றியம் bbox=[91, 1043, 322, 1061]
union-section bbox=[421, 371, 819, 571]
organizer-text: அமைப்பாளர் - சரவணன் சிலுகவயல் இராமநாதபுரம். bbox=[851, 1424, 1132, 1437]
union-section bbox=[835, 1746, 1233, 1858]
union-section bbox=[1248, 1005, 1647, 1117]
section-heading: போகலூர் மேற்கு ஒன்றியம் bbox=[1350, 395, 1545, 413]
section-heading: தொப்பம்பட்டி வடக்கு ஒன்றியம் bbox=[90, 693, 323, 711]
section-heading: நயினார்கோவில் கிழக்கு ஒன்றியம் bbox=[1324, 45, 1571, 63]
union-section bbox=[1248, 0, 1647, 35]
organizer-text: அமைப்பாளர் - ரா. தினேஷ்குமார் ஜெயந்த் காலனி, வடுகபட்டி, பெரியகுளம், தேனி மாவட்டம். bbox=[7, 186, 406, 217]
organizer-text: அமைப்பாளர் - முருகேசன் நரிப்பையூர் இராமநாதபுரம். bbox=[1265, 1832, 1555, 1845]
union-section bbox=[835, 963, 1233, 1074]
deputy-organizers-text: துணை அமைப்பாளர்கள் - 1) நீலமேகம் 1/63, வடக்குத் தெரு, பெருங்களூர் இராமநாதபுரம். 2) லிங்க குமார் 1/30, வடக்குத் தெரு, அடனனூர் இராமநாதபுரம். 3) குமார் 2/110, தெற்குத் தெரு, குளத்தூர் இராமநாதபுரம். 4) கல்யாணசுந்தரம் 1/73, வண்டிக்கார தெரு ஆட்டாங்குடி, இராமநாதபுரம். 5) செய்யது மஹ்ரூப் அலி, 2/82, காணாதேவல்லி தெரு, கீரியூர் இராமநாதபுரம். bbox=[1248, 106, 1647, 208]
union-section bbox=[421, 738, 819, 902]
organizer-text: அமைப்பாளர் - த. ராஜேந்திரன் சே. கவாரம் சேர்வைகாரன்பட்டி அஞ்சல் குஜிலியம்பாறை வட்டம் bbox=[421, 204, 819, 235]
union-section bbox=[7, 1777, 406, 1924]
deputy-organizers-text: துணை அமைப்பாளர்கள் - 1) சி. முத்துமலை கிருஷ்ணாபுரம் இராமகிரி அஞ்சல் - 624703 குஜிலியம்பாறை வட்டம். 2) ப. செல்வராசு உப்பிலியப்பட்டி உல்லிக்கோட்டை - 624703 குஜிலியம்பாறை வட்டம். 3) த. தங்கராசு சென்னகோட்டை - 624703 குஜிலியம்பாறை வட்டம். 4) ஆ. மணி வாலிசெட்டி பட்டி - 624703 குஜிலியம்பாறை வட்டம். 5) கு. ராஜேந்திரன் கரிக்காலி அஞ்சல் - 624703 குஜிலியம்பாறை வட்டம். 6) ரா. தண்டபாணி ஆர். கோம்பை கோவிலூர் அஞ்சல் - 624706 குஜிலியம்பாறை வட்டம். bbox=[421, 431, 819, 568]
union-section bbox=[421, 1384, 819, 1513]
organizer-text: அமைப்பாளர் - ச. சரவணன் பம்மனேந்தல் இராமநாதபுரம். bbox=[1265, 1152, 1571, 1166]
organizer-text: அமைப்பாளர் - சு. சதீஷ் 9-வது வார்டு, மேலநடுத்தெரு, தேவதானப்பட்டி, தேனி மாவட்டம். bbox=[7, 343, 406, 374]
organizer-text: அமைப்பாளர் - ச. வினோத்குமார் அம்மாநகர், குயவன்குடி இராமநாதபுரம். bbox=[835, 377, 1233, 409]
deputy-organizers-text: துணை அமைப்பாளர்கள் - 1) அ. சின்னான் ஸ்ரீராமபுரம் கொம்பேறிபட்டி அஞ்சல் வேடசந்தூர் வட்டம். 2) செ. சரவணன் செங்குறிச்சி அஞ்சல் வேடசந்தூர் வட்டம். 3) த. கண்ணன் மலைப்பட்டி அஞ்சல் வேடசந்தூர் வட்டம். 4) வா. சுப்பையா நாகம்பட்டி அஞ்சல் வேடசந்தூர் வட்டம். 5) க. வேலுச்சாமி பூதூர் வேலாயுதம்பாளையம் அஞ்சல் வேடசந்தூர் வட்டம். bbox=[421, 641, 819, 726]
organizer-text: அமைப்பாளர் - முனியசாமி ஆரோக்கியபுரம் இராமநாதபுரம். bbox=[1265, 1953, 1583, 1967]
deputy-organizers-text: துணை அமைப்பாளர்கள் - 1) செல்லம் கிழக்குத் தெரு, திருப்புல்லாணி 2) கோபி வள்ளிமான் வலசை, குதக்கோட்டை. 3) மின் முத்துராமன் மேற்குநகர் இராமநாதபுரம். 4) குப்புசாமி தெற்கு வண்ணாங்குண்டு இராமநாதபுரம். 5) மாரியம்மாள் நம்பியான் வலசை இராமநாதபுரம். bbox=[835, 1006, 1233, 1072]
organizer-text: அமைப்பாளர் - தங்கசாமி கள்ளர்க்குளம் இராமநாதபுரம். bbox=[1265, 1031, 1557, 1044]
organizer-text: அமைப்பாளர் - வே. பெருமாள் மேலக்காவனூர் இராமநாதபுரம். bbox=[1265, 716, 1599, 730]
deputy-organizers-text: துணை அமைப்பாளர்கள் - 1) இரவிச்சந்திரன் திருவடிமிதியூர் இராமநாதபுரம். 2) ரஞ்சித்குமார் அரிய வயல் இராமநாதபுரம். 3) ராஜன் ஆதியூர் இராமநாதபுரம். 4) பாலமுருகன் செங்கமடை இராமநாதபுரம். bbox=[835, 1563, 1233, 1612]
organizer-text: அமைப்பாளர் - சி. கோபி பெரியகரட்டுப்பட்டி ரெட்டியபட்டி அஞ்சல் ஒட்டன்சத்திரம் வட்டம் bbox=[7, 1453, 406, 1484]
section-heading: கமுதி வடக்கு ஒன்றியம் bbox=[1362, 1005, 1533, 1023]
union-section bbox=[7, 1043, 406, 1225]
organizer-text: அமைப்பாளர் - வ. முனியசாமி பெருநாழி இராமநாதபுரம். bbox=[1265, 1292, 1569, 1305]
union-section bbox=[1248, 1388, 1647, 1500]
section-heading: பாளையம் பேரூர் bbox=[557, 1802, 683, 1820]
section-heading: தாமரைக்குளம் பேரூர் bbox=[129, 4, 284, 22]
section-heading: நத்தம் பேரூர் bbox=[986, 98, 1081, 116]
union-section bbox=[1248, 1510, 1647, 1639]
section-heading: இராமநாதபுரம் தெற்கு ஒன்றியம் bbox=[918, 1084, 1149, 1103]
section-heading: கெங்குவார்பட்டி பேரூர் bbox=[122, 457, 291, 475]
deputy-organizers-text: துணை அமைப்பாளர்கள் - 1) ச. பால்பாண்டி புளியங்குடி இராமநாதபுரம். 2) வை. செல்வம் செல்வநாயகபுரம் இராமநாதபுரம். 3) லெ. முத்துலிங்கம் கீழத்தூவல் இராமநாதபுரம். 4) ம. அஜித்குமார் கீரனூர் இராமநாதபுரம். 5) அ. சேகர் செல்வநாயகபுரம் இராமநாதபுரம். bbox=[1248, 1431, 1647, 1498]
section-heading: மண்டபம் மேற்கு ஒன்றியம் bbox=[936, 352, 1132, 370]
section-heading: கமுதி மத்திய ஒன்றியம் bbox=[1363, 1127, 1532, 1145]
union-section bbox=[1248, 220, 1647, 385]
deputy-organizers-text: துணை அமைப்பாளர்கள் - 1) க. செந்தில்குமார் கோவிலூர் கோவிலூர் ஊராட்சி வேடசந்தூர் வட்டம். 2) ம. மாரிமுத்து இண்டியன் நாகம்பட்டி ஊராட்சி வேடசந்தூர் வட்டம். 3) த. ஜெயராமன் குஞ்சுவீரன்பட்டி ஸ்ரீராமபுரம் ஊராட்சி வேடசந்தூர் வட்டம். 4) ஆ. மருதுதுரை கொடிக்கால்பட்டி நல்லமனார்கோட்டை வேடசந்தூர் வட்டம். 5) மா. பழனிச்சாமி தாமரைப்பூத்தாம்பட்டி குட்டம் வேடசந்தூர் வட்டம். bbox=[421, 64, 819, 166]
union-section bbox=[835, 1624, 1233, 1736]
section-heading: தொப்பம்பட்டி மேற்கு ஒன்றியம் bbox=[91, 868, 321, 886]
union-section bbox=[7, 4, 406, 151]
column-divider bbox=[826, 0, 827, 2263]
section-heading: நயினார்கோவில் மேற்கு ஒன்றியம் bbox=[1325, 220, 1570, 238]
organizer-text: அமைப்பாளர் - கு. சண்முகவேலு 85, போஜனம்பட்டி போஜனப்பட்டி 624802 வேடசந்தூர் வட்டம். bbox=[421, 763, 819, 794]
organizer-text: அமைப்பாளர் - இராம ஈரத்தினம் திருவாடானை இராமநாதபுரம். bbox=[851, 1546, 1186, 1559]
section-heading: ஒட்டன்சத்திரம் மேற்கு ஒன்றியம் bbox=[90, 1428, 323, 1446]
union-section bbox=[7, 1235, 406, 1418]
column-divider bbox=[412, 0, 413, 2263]
deputy-organizers-text: துணை அமைப்பாளர்கள் - 1) லை. சக்திவேல் மேரி நகர், வேடசந்தூர் அஞ்சல் வேடசந்தூர் வட்டம். 2) சி. பாஸ்கர் பாரதிநகர், வேடசந்தூர் வேடசந்தூர் அஞ்சல் வேடசந்தூர் வட்டம். 3) க. ராஜா ஆசாரி தெரு, வேடசந்தூர் வேடசந்தூர் அஞ்சல் வேடசந்தூர் வட்டம் bbox=[421, 1305, 819, 1371]
